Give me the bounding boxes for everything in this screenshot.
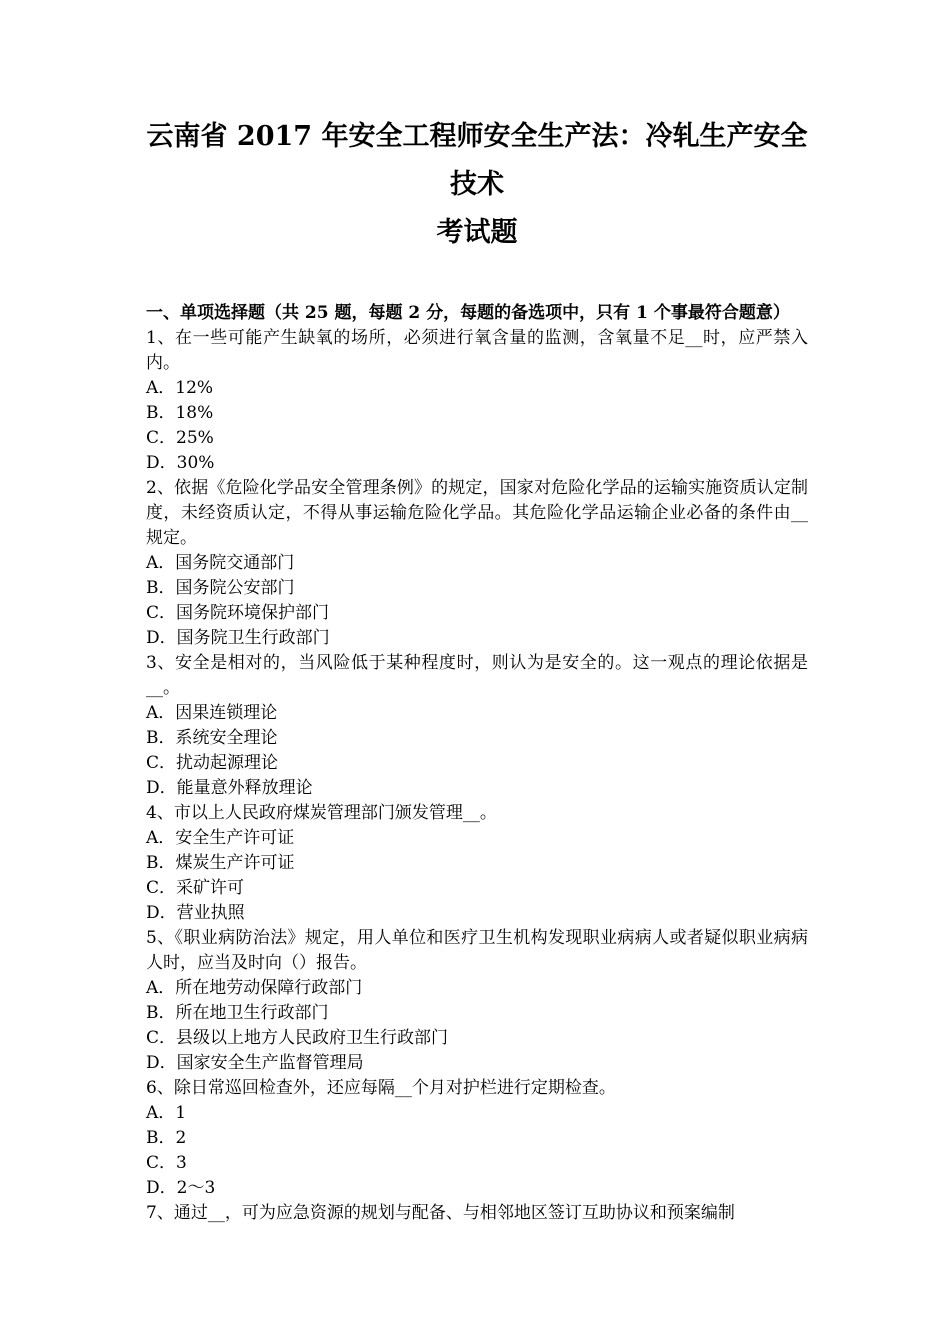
question-3 [146,651,808,801]
option-c: C．扰动起源理论 [146,753,279,773]
option-c: C．国务院环境保护部门 [146,603,330,623]
document-title [146,0,808,257]
question-stem: 4、市以上人民政府煤炭管理部门颁发管理__。 [146,803,497,823]
option-d: D．营业执照 [146,903,245,923]
question-2 [146,476,808,651]
option-d: D．国家安全生产监督管理局 [146,1053,364,1073]
question-1 [146,326,808,476]
option-a: A．因果连锁理论 [146,703,278,723]
question-stem: 2、依据《危险化学品安全管理条例》的规定，国家对危险化学品的运输实施资质认定制度，未经资质认定，不得从事运输危险化学品。其危险化学品运输企业必备的条件由__规定。 [146,478,808,548]
question-5 [146,926,808,1076]
question-6 [146,1076,808,1201]
question-stem: 3、安全是相对的，当风险低于某种程度时，则认为是安全的。这一观点的理论依据是__。 [146,653,808,698]
question-list [146,326,808,1226]
option-b: B．所在地卫生行政部门 [146,1003,329,1023]
title-line-2: 考试题 [436,217,518,248]
option-a: A．安全生产许可证 [146,828,295,848]
option-d: D．30% [146,453,215,473]
option-d: D．能量意外释放理论 [146,778,313,798]
question-stem: 6、除日常巡回检查外，还应每隔__个月对护栏进行定期检查。 [146,1078,616,1098]
question-stem: 5、《职业病防治法》规定，用人单位和医疗卫生机构发现职业病病人或者疑似职业病病人时，应当及时向（）报告。 [146,928,808,973]
title-line-1: 云南省 2017 年安全工程师安全生产法：冷轧生产安全技术 [146,121,808,200]
option-d: D．国务院卫生行政部门 [146,628,330,648]
option-a: A．1 [146,1103,187,1123]
option-b: B．18% [146,403,214,423]
section-heading: 一、单项选择题（共 25 题，每题 2 分，每题的备选项中，只有 1 个事最符合题意） [146,303,790,323]
option-a: A．国务院交通部门 [146,553,295,573]
option-b: B．2 [146,1128,187,1148]
option-b: B．国务院公安部门 [146,578,295,598]
option-a: A．12% [146,378,214,398]
option-b: B．煤炭生产许可证 [146,853,295,873]
question-stem: 7、通过__，可为应急资源的规划与配备、与相邻地区签订互助协议和预案编制 [146,1203,735,1223]
question-stem: 1、在一些可能产生缺氧的场所，必须进行氧含量的监测，含氧量不足__时，应严禁入内。 [146,328,808,373]
document-page [146,0,808,1226]
option-a: A．所在地劳动保障行政部门 [146,978,363,998]
option-b: B．系统安全理论 [146,728,278,748]
question-7 [146,1201,808,1226]
option-d: D．2～3 [146,1178,216,1198]
option-c: C．县级以上地方人民政府卫生行政部门 [146,1028,449,1048]
option-c: C．25% [146,428,214,448]
question-4 [146,801,808,926]
option-c: C．3 [146,1153,187,1173]
option-c: C．采矿许可 [146,878,245,898]
